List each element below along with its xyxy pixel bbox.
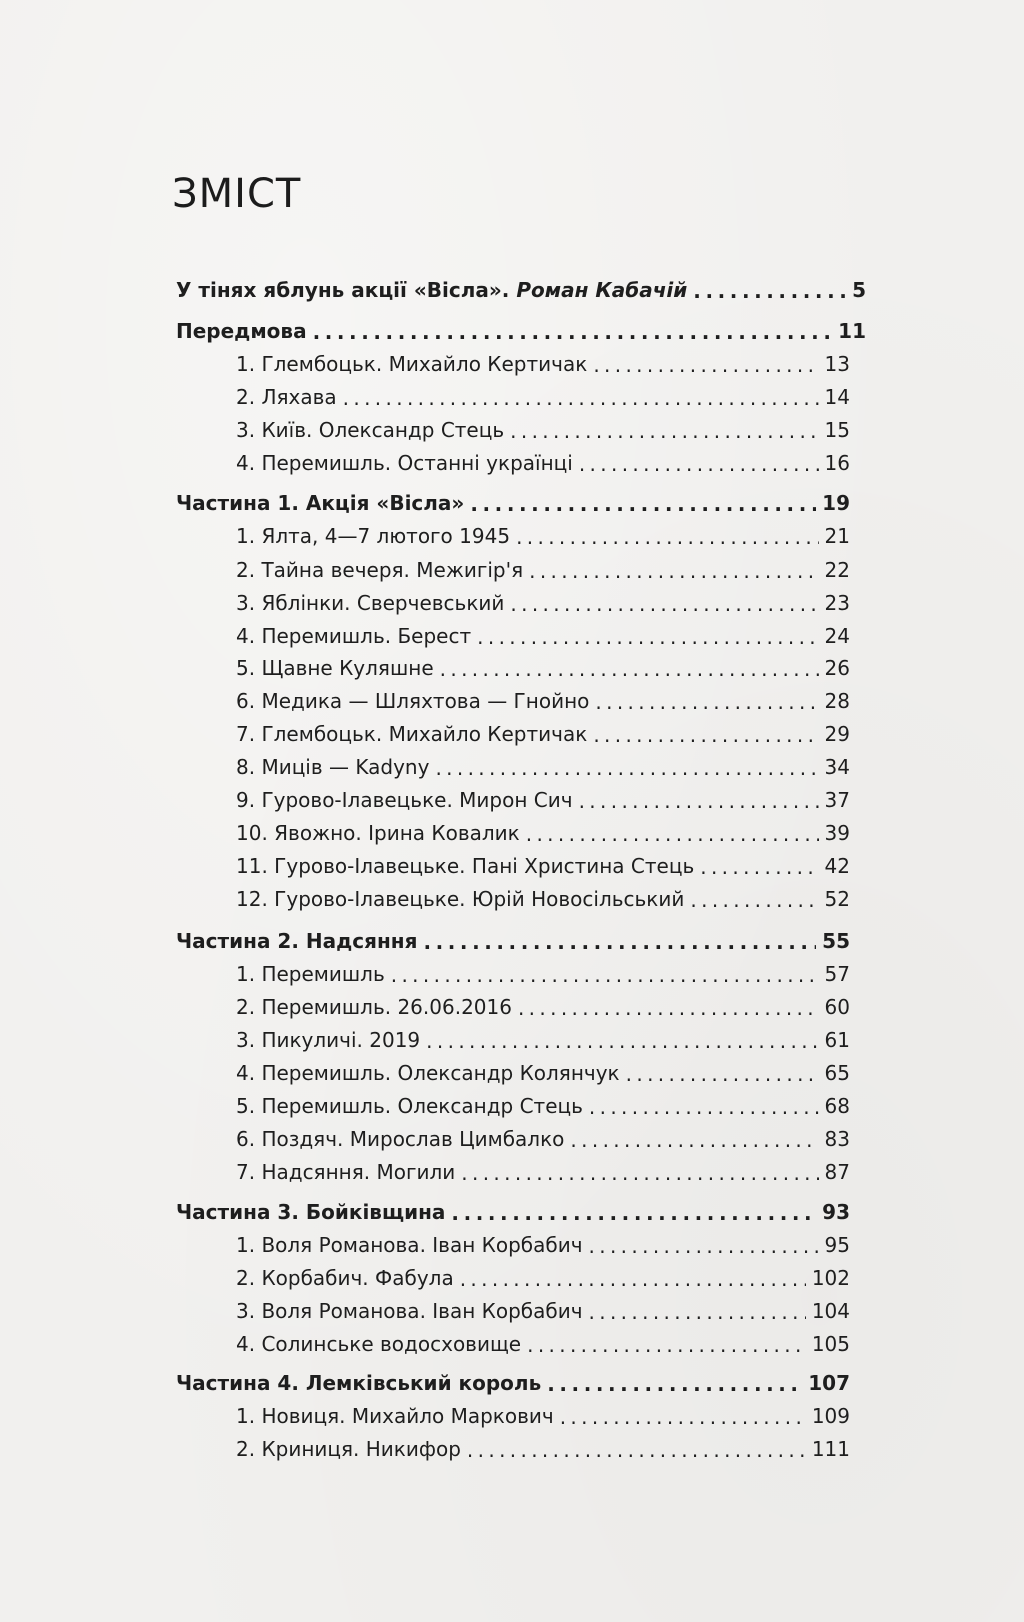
toc-page-number: 28 bbox=[824, 689, 850, 713]
dot-leader bbox=[589, 1097, 819, 1117]
toc-page-number: 14 bbox=[824, 385, 850, 409]
toc-chapter-row[interactable] bbox=[236, 964, 850, 984]
toc-page-number: 34 bbox=[824, 755, 850, 779]
toc-page-number: 55 bbox=[822, 929, 850, 953]
toc-page-number: 68 bbox=[824, 1094, 850, 1118]
toc-chapter-label: 1. Глембоцьк. Михайло Кертичак bbox=[236, 352, 588, 376]
toc-part-label bbox=[176, 280, 693, 300]
dot-leader bbox=[529, 561, 818, 581]
toc-chapter-row[interactable] bbox=[236, 691, 850, 711]
toc-chapter-row[interactable] bbox=[236, 1063, 850, 1083]
dot-leader bbox=[510, 594, 818, 614]
toc-part-row[interactable] bbox=[176, 1373, 850, 1393]
toc-chapter-row[interactable] bbox=[236, 724, 850, 744]
toc-page-number: 105 bbox=[811, 1332, 850, 1356]
toc-chapter-label: 5. Щавне Куляшне bbox=[236, 656, 434, 680]
toc-chapter-label: 4. Перемишль. Останні українці bbox=[236, 451, 573, 475]
dot-leader bbox=[593, 725, 818, 745]
toc-part-row[interactable] bbox=[176, 280, 866, 300]
toc-page-number: 16 bbox=[824, 451, 850, 475]
dot-leader bbox=[451, 1203, 816, 1223]
toc-part-row[interactable] bbox=[176, 931, 850, 951]
toc-part-author: Роман Кабачій bbox=[516, 278, 688, 302]
toc-page-number: 23 bbox=[824, 591, 850, 615]
toc-chapter-label: 1. Новиця. Михайло Маркович bbox=[236, 1404, 554, 1428]
toc-page-number: 52 bbox=[824, 887, 850, 911]
toc-chapter-label: 3. Київ. Олександр Стець bbox=[236, 418, 505, 442]
toc-page-number: 37 bbox=[824, 788, 850, 812]
toc-page-number: 57 bbox=[824, 962, 850, 986]
toc-page-number: 42 bbox=[824, 854, 850, 878]
toc-part-label: Передмова bbox=[176, 319, 307, 343]
dot-leader bbox=[516, 527, 818, 547]
toc-page-number: 65 bbox=[824, 1061, 850, 1085]
dot-leader bbox=[426, 1031, 818, 1051]
toc-chapter-row[interactable] bbox=[236, 1235, 850, 1255]
dot-leader bbox=[570, 1130, 818, 1150]
toc-chapter-label: 4. Перемишль. Олександр Колянчук bbox=[236, 1061, 620, 1085]
toc-page-number: 93 bbox=[822, 1200, 850, 1224]
toc-page-number: 24 bbox=[824, 624, 850, 648]
toc-chapter-row[interactable] bbox=[236, 1162, 850, 1182]
toc-chapter-label: 10. Явожно. Ірина Ковалик bbox=[236, 821, 520, 845]
dot-leader bbox=[518, 998, 819, 1018]
toc-chapter-row[interactable] bbox=[236, 1096, 850, 1116]
toc-part-label: Частина 2. Надсяння bbox=[176, 929, 418, 953]
toc-chapter-label: 1. Ялта, 4—7 лютого 1945 bbox=[236, 524, 511, 548]
toc-chapter-row[interactable] bbox=[236, 658, 850, 678]
dot-leader bbox=[527, 1335, 806, 1355]
dot-leader bbox=[510, 421, 818, 441]
toc-chapter-row[interactable] bbox=[236, 354, 850, 374]
toc-chapter-label: 7. Глембоцьк. Михайло Кертичак bbox=[236, 722, 588, 746]
toc-chapter-label: 6. Поздяч. Мирослав Цимбалко bbox=[236, 1127, 565, 1151]
toc-page-number: 111 bbox=[811, 1437, 850, 1461]
toc-chapter-row[interactable] bbox=[236, 526, 850, 546]
toc-page-number: 60 bbox=[824, 995, 850, 1019]
toc-page-number: 26 bbox=[824, 656, 850, 680]
toc-page-number: 19 bbox=[822, 491, 850, 515]
dot-leader bbox=[589, 1302, 806, 1322]
toc-chapter-label: 5. Перемишль. Олександр Стець bbox=[236, 1094, 583, 1118]
toc-chapter-label: 2. Ляхава bbox=[236, 385, 337, 409]
dot-leader bbox=[461, 1163, 818, 1183]
toc-chapter-row[interactable] bbox=[236, 1030, 850, 1050]
toc-part-label: Частина 1. Акція «Вісла» bbox=[176, 491, 465, 515]
toc-chapter-label: 4. Перемишль. Берест bbox=[236, 624, 472, 648]
dot-leader bbox=[560, 1407, 806, 1427]
toc-chapter-label: 3. Пикуличі. 2019 bbox=[236, 1028, 421, 1052]
toc-chapter-row[interactable] bbox=[236, 856, 850, 876]
toc-chapter-row[interactable] bbox=[236, 1129, 850, 1149]
toc-chapter-row[interactable] bbox=[236, 593, 850, 613]
dot-leader bbox=[690, 890, 818, 910]
toc-chapter-row[interactable] bbox=[236, 790, 850, 810]
dot-leader bbox=[470, 494, 816, 514]
toc-chapter-label: 6. Медика — Шляхтова — Гнойно bbox=[236, 689, 590, 713]
dot-leader bbox=[467, 1440, 806, 1460]
toc-chapter-row[interactable] bbox=[236, 560, 850, 580]
page-title: ЗМІСТ bbox=[172, 171, 302, 217]
dot-leader bbox=[693, 281, 846, 301]
toc-chapter-label: 2. Перемишль. 26.06.2016 bbox=[236, 995, 512, 1019]
toc-chapter-row[interactable] bbox=[236, 889, 850, 909]
toc-page-number: 83 bbox=[824, 1127, 850, 1151]
toc-page-number: 39 bbox=[824, 821, 850, 845]
dot-leader bbox=[626, 1064, 819, 1084]
toc-chapter-label: 4. Солинське водосховище bbox=[236, 1332, 522, 1356]
dot-leader bbox=[526, 824, 819, 844]
toc-chapter-row[interactable] bbox=[236, 1439, 850, 1459]
toc-chapter-row[interactable] bbox=[236, 453, 850, 473]
toc-page-number: 107 bbox=[808, 1371, 850, 1395]
dot-leader bbox=[391, 965, 819, 985]
toc-chapter-row[interactable] bbox=[236, 420, 850, 440]
dot-leader bbox=[435, 758, 818, 778]
dot-leader bbox=[423, 932, 816, 952]
toc-part-label: Частина 4. Лемківський король bbox=[176, 1371, 542, 1395]
toc-chapter-label: 3. Воля Романова. Іван Корбабич bbox=[236, 1299, 583, 1323]
toc-chapter-label: 2. Тайна вечеря. Межигір'я bbox=[236, 558, 524, 582]
toc-page-number: 11 bbox=[838, 319, 866, 343]
dot-leader bbox=[460, 1269, 806, 1289]
toc-part-row[interactable] bbox=[176, 1202, 850, 1222]
toc-chapter-row[interactable] bbox=[236, 823, 850, 843]
toc-page-number: 13 bbox=[824, 352, 850, 376]
dot-leader bbox=[547, 1374, 802, 1394]
toc-chapter-row[interactable] bbox=[236, 1268, 850, 1288]
toc-chapter-row[interactable] bbox=[236, 1334, 850, 1354]
toc-page-number: 21 bbox=[824, 524, 850, 548]
toc-page-number: 109 bbox=[811, 1404, 850, 1428]
toc-chapter-label: 3. Яблінки. Сверчевський bbox=[236, 591, 505, 615]
toc-chapter-label: 8. Миців — Kadyny bbox=[236, 755, 430, 779]
toc-chapter-row[interactable] bbox=[236, 1301, 850, 1321]
dot-leader bbox=[579, 791, 819, 811]
toc-page-number: 102 bbox=[811, 1266, 850, 1290]
dot-leader bbox=[313, 322, 833, 342]
toc-page-number: 95 bbox=[824, 1233, 850, 1257]
dot-leader bbox=[700, 857, 818, 877]
toc-chapter-row[interactable] bbox=[236, 1406, 850, 1426]
dot-leader bbox=[595, 692, 818, 712]
toc-page-number: 29 bbox=[824, 722, 850, 746]
dot-leader bbox=[343, 388, 819, 408]
toc-chapter-label: 9. Гурово-Ілавецьке. Мирон Сич bbox=[236, 788, 573, 812]
toc-chapter-row[interactable] bbox=[236, 387, 850, 407]
toc-page-number: 5 bbox=[852, 278, 866, 302]
toc-part-title: У тінях яблунь акції «Вісла». bbox=[176, 278, 510, 302]
toc-chapter-label: 12. Гурово-Ілавецьке. Юрій Новосільський bbox=[236, 887, 685, 911]
toc-chapter-label: 2. Корбабич. Фабула bbox=[236, 1266, 454, 1290]
toc-chapter-label: 7. Надсяння. Могили bbox=[236, 1160, 456, 1184]
toc-chapter-label: 2. Криниця. Никифор bbox=[236, 1437, 461, 1461]
toc-part-label: Частина 3. Бойківщина bbox=[176, 1200, 446, 1224]
toc-page-number: 22 bbox=[824, 558, 850, 582]
toc-page-number: 104 bbox=[811, 1299, 850, 1323]
dot-leader bbox=[440, 659, 819, 679]
toc-page-number: 61 bbox=[824, 1028, 850, 1052]
dot-leader bbox=[579, 454, 819, 474]
toc-chapter-row[interactable] bbox=[236, 997, 850, 1017]
toc-page-number: 15 bbox=[824, 418, 850, 442]
toc-chapter-row[interactable] bbox=[236, 757, 850, 777]
toc-chapter-label: 11. Гурово-Ілавецьке. Пані Христина Стець bbox=[236, 854, 695, 878]
toc-chapter-label: 1. Воля Романова. Іван Корбабич bbox=[236, 1233, 583, 1257]
toc-part-row[interactable] bbox=[176, 493, 850, 513]
dot-leader bbox=[477, 627, 818, 647]
toc-chapter-label: 1. Перемишль bbox=[236, 962, 385, 986]
toc-part-row[interactable] bbox=[176, 321, 866, 341]
dot-leader bbox=[589, 1236, 819, 1256]
toc-page-number: 87 bbox=[824, 1160, 850, 1184]
dot-leader bbox=[593, 355, 818, 375]
toc-chapter-row[interactable] bbox=[236, 626, 850, 646]
